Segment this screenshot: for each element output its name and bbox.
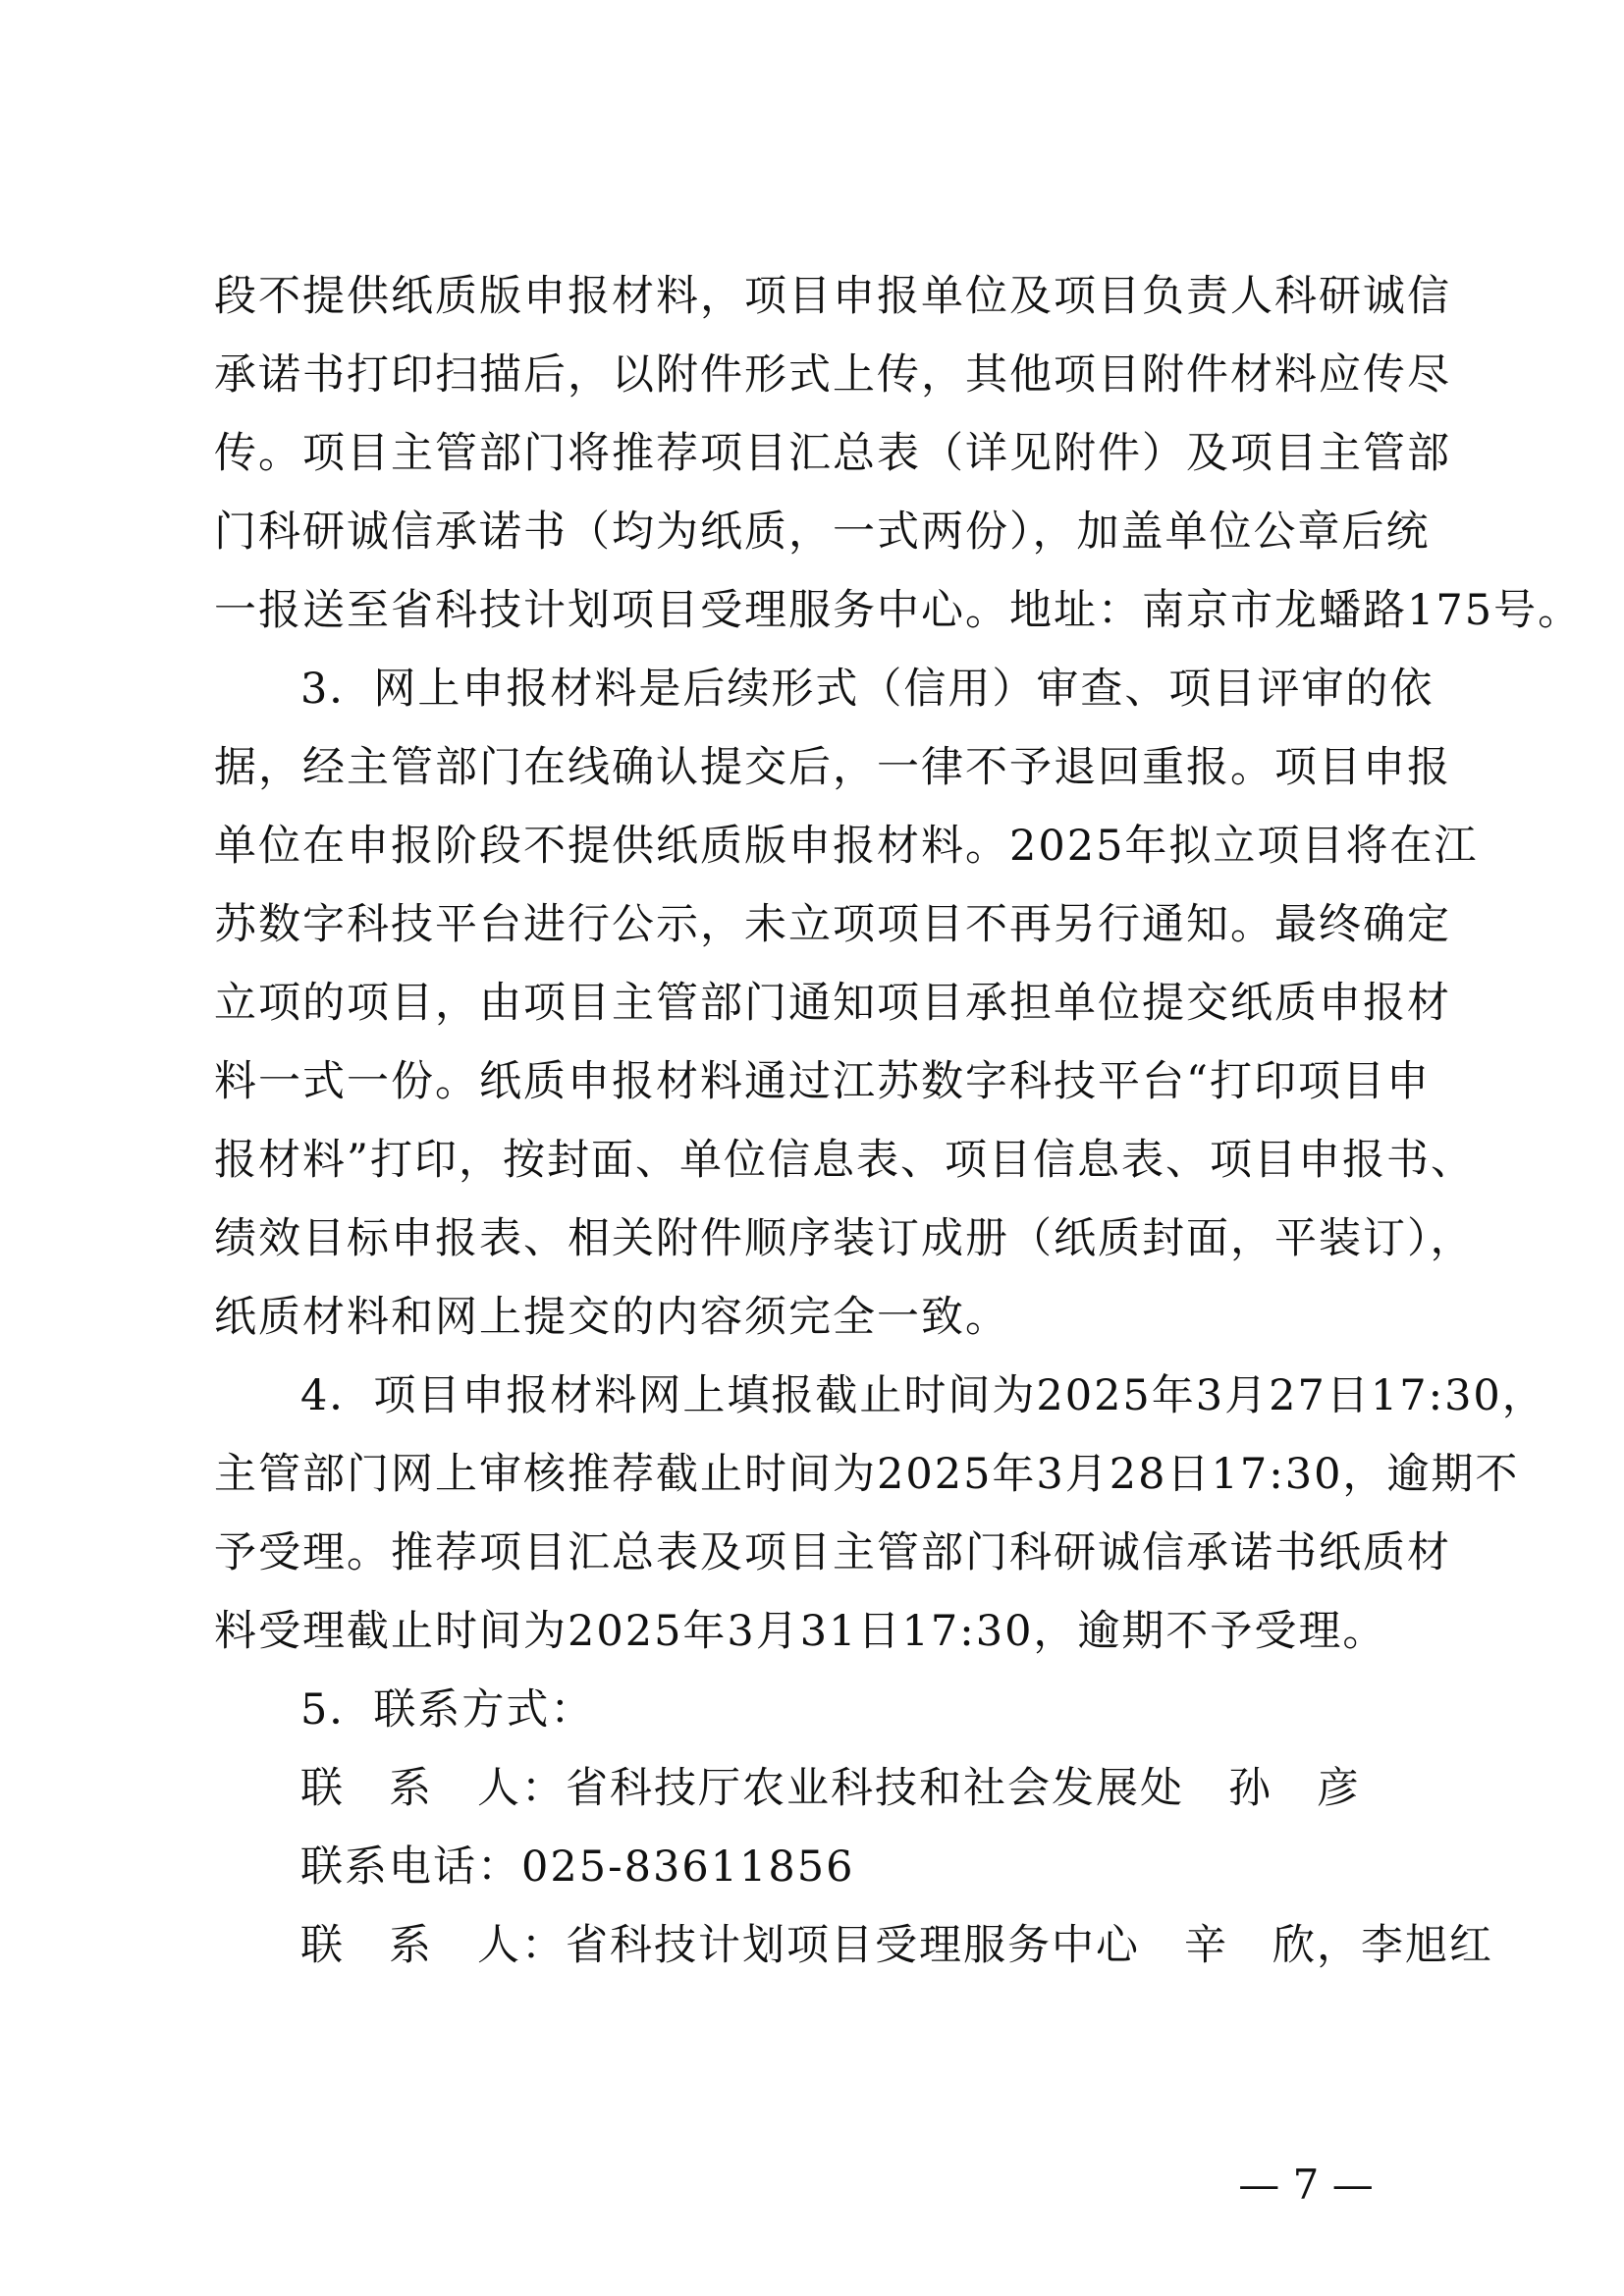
paragraph-line: 报材料”打印，按封面、单位信息表、项目信息表、项目申报书、 <box>214 1136 1475 1185</box>
item-5-heading: 5．联系方式： <box>300 1685 595 1735</box>
contact-person-1: 联 系 人：省科技厅农业科技和社会发展处 孙 彦 <box>300 1764 1361 1813</box>
paragraph-line: 立项的项目，由项目主管部门通知项目承担单位提交纸质申报材 <box>214 979 1451 1028</box>
paragraph-line: 承诺书打印扫描后，以附件形式上传，其他项目附件材料应传尽 <box>214 350 1451 400</box>
paragraph-line: 料一式一份。纸质申报材料通过江苏数字科技平台“打印项目申 <box>214 1057 1431 1106</box>
contact-phone: 联系电话：025-83611856 <box>300 1842 855 1892</box>
body-text <box>214 257 1583 1985</box>
contact-person-2: 联 系 人：省科技计划项目受理服务中心 辛 欣，李旭红 <box>300 1921 1493 1970</box>
paragraph-line: 苏数字科技平台进行公示，未立项项目不再另行通知。最终确定 <box>214 900 1451 949</box>
paragraph-line: 予受理。推荐项目汇总表及项目主管部门科研诚信承诺书纸质材 <box>214 1528 1451 1577</box>
page-number: — 7 — <box>1238 2161 1374 2209</box>
paragraph-line: 据，经主管部门在线确认提交后，一律不予退回重报。项目申报 <box>214 743 1451 792</box>
item-4-line: 4．项目申报材料网上填报截止时间为2025年3月27日17:30， <box>300 1371 1546 1420</box>
paragraph-line: 料受理截止时间为2025年3月31日17:30，逾期不予受理。 <box>214 1607 1387 1656</box>
paragraph-line: 纸质材料和网上提交的内容须完全一致。 <box>214 1293 1009 1342</box>
paragraph-line: 主管部门网上审核推荐截止时间为2025年3月28日17:30，逾期不 <box>214 1450 1520 1499</box>
paragraph-line: 传。项目主管部门将推荐项目汇总表（详见附件）及项目主管部 <box>214 429 1451 478</box>
paragraph-line: 单位在申报阶段不提供纸质版申报材料。2025年拟立项目将在江 <box>214 822 1479 871</box>
paragraph-line: 绩效目标申报表、相关附件顺序装订成册（纸质封面，平装订）， <box>214 1214 1475 1263</box>
paragraph-line: 一报送至省科技计划项目受理服务中心。地址：南京市龙蟠路175号。 <box>214 586 1583 635</box>
item-3-line: 3．网上申报材料是后续形式（信用）审查、项目评审的依 <box>300 665 1435 714</box>
paragraph-line: 门科研诚信承诺书（均为纸质，一式两份），加盖单位公章后统 <box>214 507 1431 557</box>
paragraph-line: 段不提供纸质版申报材料，项目申报单位及项目负责人科研诚信 <box>214 272 1451 321</box>
